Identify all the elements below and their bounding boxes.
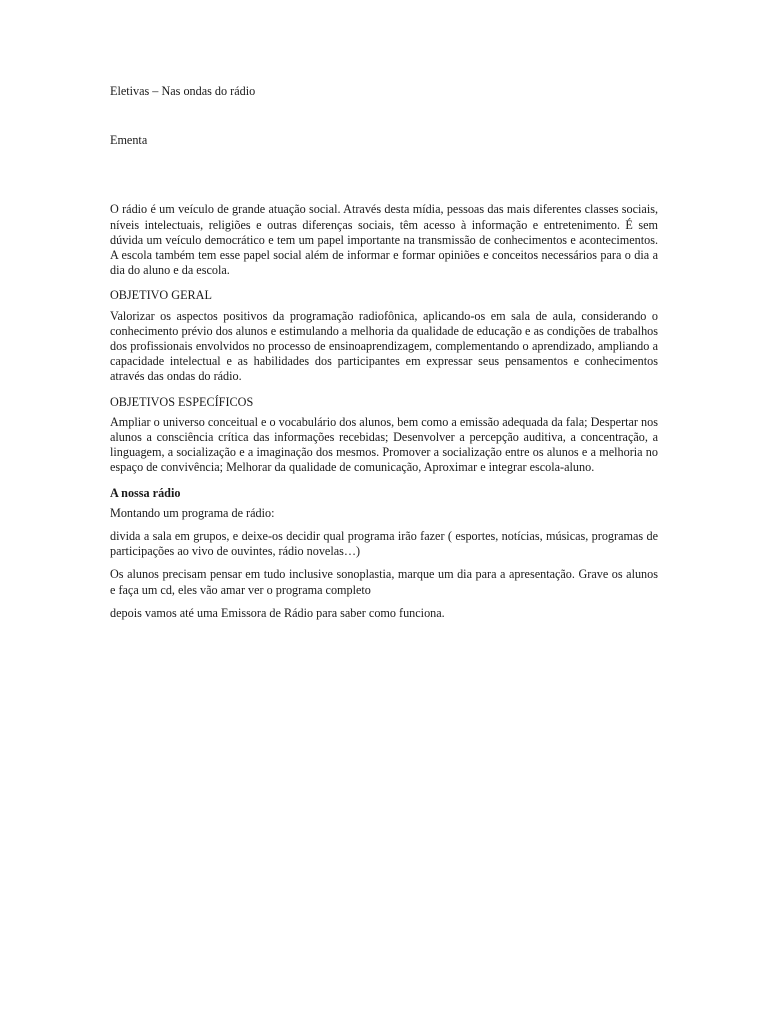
objetivo-geral-text: Valorizar os aspectos positivos da programação radiofônica, aplicando-os em sala de aula, considerando o conhecimento prévio dos alunos e estimulando a melhoria da qualidade de educação e as condições de trabalhos dos profissionais envolvidos no processo de ensinoaprendizagem, complementando o aprendizado, ampliando a capacidade intelectual e as habilidades dos participantes em expressar seus pensamentos e conhecimentos através das ondas do rádio. [110, 308, 658, 384]
ementa-label: Ementa [110, 133, 148, 148]
objetivos-especificos-text: Ampliar o universo conceitual e o vocabulário dos alunos, bem como a emissão adequada da fala; Despertar nos alunos a consciência crítica das informações recebidas; Desenvolver a percepção auditiva, a concentração, a linguagem, a socialização e a imaginação dos mesmos. Promover a socialização entre os alunos e a melhoria no espaço de convivência; Melhorar da qualidade de comunicação, Aproximar e integrar escola-aluno. [110, 414, 658, 475]
document-title: Eletivas – Nas ondas do rádio [110, 84, 256, 98]
nossa-radio-paragraph-1: divida a sala em grupos, e deixe-os decidir qual programa irão fazer ( esportes, notícias, músicas, programas de participações ao vivo de ouvintes, rádio novelas…) [110, 529, 658, 559]
document-page [110, 84, 658, 621]
nossa-radio-paragraph-2: Os alunos precisam pensar em tudo inclusive sonoplastia, marque um dia para a apresentação. Grave os alunos e faça um cd, eles vão amar ver o programa completo [110, 567, 658, 597]
nossa-radio-heading: A nossa rádio [110, 485, 181, 500]
objetivos-especificos-heading: OBJETIVOS ESPECÍFICOS [110, 394, 254, 409]
objetivo-geral-heading: OBJETIVO GERAL [110, 288, 212, 303]
nossa-radio-paragraph-3: depois vamos até uma Emissora de Rádio para saber como funciona. [110, 605, 445, 620]
nossa-radio-subheading: Montando um programa de rádio: [110, 505, 275, 520]
intro-paragraph: O rádio é um veículo de grande atuação social. Através desta mídia, pessoas das mais diferentes classes sociais, níveis intelectuais, religiões e outras diferenças sociais, têm acesso à informação e entretenimento. É sem dúvida um veículo democrático e tem um papel importante na transmissão de conhecimentos e acontecimentos. A escola também tem esse papel social além de informar e formar opiniões e conceitos necessários para o dia a dia do aluno e da escola. [110, 202, 658, 278]
